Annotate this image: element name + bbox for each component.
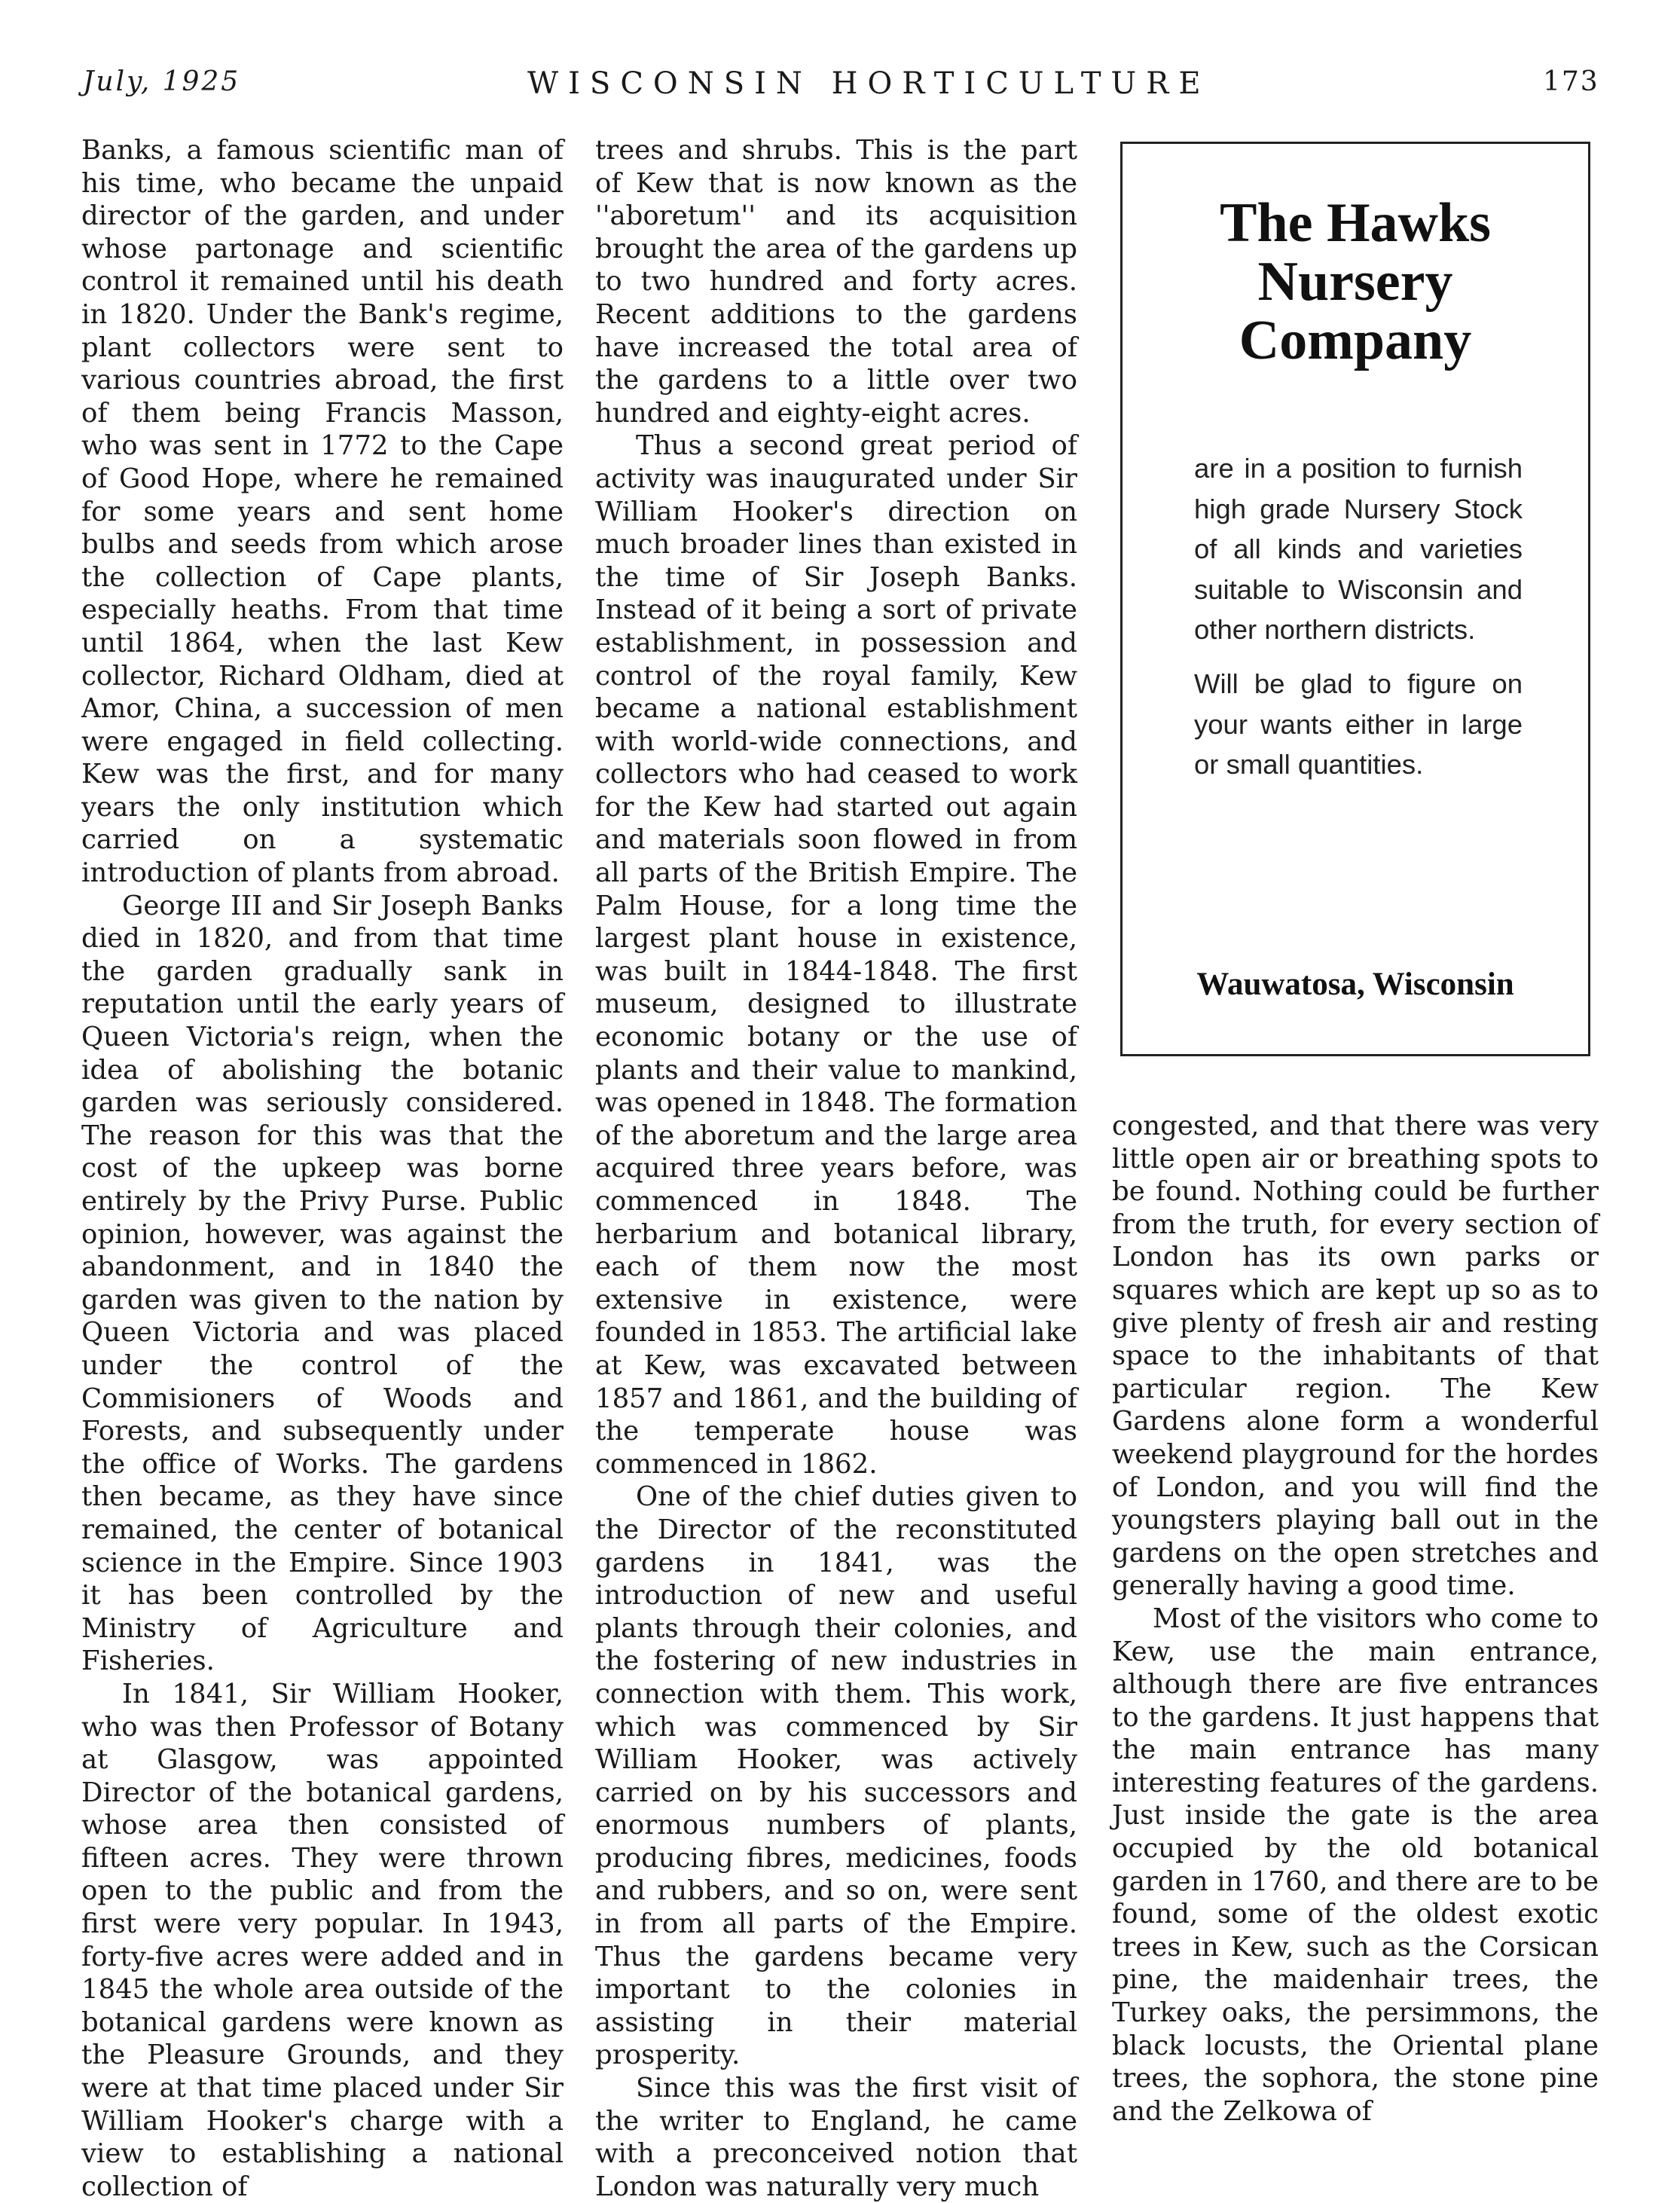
page-number: 173	[1543, 66, 1599, 97]
issue-date: July, 1925	[83, 66, 241, 97]
ad-paragraph: are in a position to furnish high grade Nursery Stock of all kinds and varieties suitable to Wisconsin and other northern districts.	[1194, 453, 1523, 646]
paragraph: One of the chief duties given to the Director of the reconstituted gardens in 1841, was the introduction of new and useful plants through their colonies, and the fostering of new industries in connection with them. This work, which was commenced by Sir William Hooker, was actively carried on by his successors and enormous numbers of plants, producing fibres, medicines, foods and rubbers, and so on, were sent in from all parts of the Empire. Thus the gardens became very important to the colonies in assisting in their material prosperity.	[595, 1481, 1077, 2071]
paragraph: George III and Sir Joseph Banks died in 1820, and from that time the garden gradually sank in reputation until the early years of Queen Victoria's reign, when the idea of abolishing the botanic garden was seriously considered. The reason for this was that the cost of the upkeep was borne entirely by the Privy Purse. Public opinion, however, was against the abandonment, and in 1840 the garden was given to the nation by Queen Victoria and was placed under the control of the Commisioners of Woods and Forests, and subsequently under the office of Works. The gardens then became, as they have since remained, the center of botanical science in the Empire. Since 1903 it has been controlled by the Ministry of Agriculture and Fisheries.	[81, 890, 564, 1677]
ad-company-name	[1123, 194, 1588, 370]
paragraph: In 1841, Sir William Hooker, who was then Professor of Botany at Glasgow, was appointed Director of the botanical gardens, whose area then consisted of fifteen acres. They were thrown open to the public and from the first were very popular. In 1943, forty-five acres were added and in 1845 the whole area outside of the botanical gardens were known as the Pleasure Grounds, and they were at that time placed under Sir William Hooker's charge with a view to establishing a national collection of	[81, 1678, 564, 2202]
ad-body	[1194, 448, 1523, 799]
ad-title-line: The Hawks	[1220, 192, 1491, 254]
paragraph: Banks, a famous scientific man of his time, who became the unpaid director of the garden, and under whose partonage and scientific control it remained until his death in 1820. Under the Bank's regime, plant collectors were sent to various countries abroad, the first of them being Francis Masson, who was sent in 1772 to the Cape of Good Hope, where he remained for some years and sent home bulbs and seeds from which arose the collection of Cape plants, especially heaths. From that time until 1864, when the last Kew collector, Richard Oldham, died at Amor, China, a succession of men were engaged in field collecting. Kew was the first, and for many years the only institution which carried on a systematic introduction of plants from abroad.	[81, 135, 564, 889]
paragraph: congested, and that there was very little open air or breathing spots to be found. Nothing could be further from the truth, for every section of London has its own parks or squares which are kept up so as to give plenty of fresh air and resting space to the inhabitants of that particular region. The Kew Gardens alone form a wonderful weekend playground for the hordes of London, and you will find the youngsters playing ball out in the gardens on the open stretches and generally having a good time.	[1112, 1111, 1599, 1602]
nursery-advertisement	[1120, 142, 1590, 1056]
ad-location: Wauwatosa, Wisconsin	[1196, 967, 1514, 1002]
article-column-2	[595, 134, 1077, 2203]
page-header	[0, 0, 1680, 121]
ad-title-line: Nursery	[1257, 251, 1453, 313]
journal-title: WISCONSIN HORTICULTURE	[527, 66, 1211, 101]
article-column-1	[81, 134, 564, 2203]
paragraph: Most of the visitors who come to Kew, use the main entrance, although there are five entrances to the gardens. It just happens that the main entrance has many interesting features of the gardens. Just inside the gate is the area occupied by the old botanical garden in 1760, and there are to be found, some of the oldest exotic trees in Kew, such as the Corsican pine, the maidenhair trees, the Turkey oaks, the persimmons, the black locusts, the Oriental plane trees, the sophora, the stone pine and the Zelkowa of	[1112, 1603, 1599, 2127]
paragraph: Thus a second great period of activity was inaugurated under Sir William Hooker's direction on much broader lines than existed in the time of Sir Joseph Banks. Instead of it being a sort of private establishment, in possession and control of the royal family, Kew became a national establishment with world-wide connections, and collectors who had ceased to work for the Kew had started out again and materials soon flowed in from all parts of the British Empire. The Palm House, for a long time the largest plant house in existence, was built in 1844-1848. The first museum, designed to illustrate economic botany or the use of plants and their value to mankind, was opened in 1848. The formation of the aboretum and the large area acquired three years before, was commenced in 1848. The herbarium and botanical library, each of them now the most extensive in existence, were founded in 1853. The artificial lake at Kew, was excavated between 1857 and 1861, and the building of the temperate house was commenced in 1862.	[595, 430, 1077, 1480]
ad-paragraph: Will be glad to figure on your wants either in large or small quantities.	[1194, 668, 1523, 781]
article-column-3	[1112, 1110, 1599, 2128]
ad-title-line: Company	[1239, 310, 1472, 371]
paragraph: trees and shrubs. This is the part of Kew that is now known as the ''aboretum'' and its acquisition brought the area of the gardens up to two hundred and forty acres. Recent additions to the gardens have increased the total area of the gardens to a little over two hundred and eighty-eight acres.	[595, 135, 1077, 429]
paragraph: Since this was the first visit of the writer to England, he came with a preconceived notion that London was naturally very much	[595, 2073, 1077, 2202]
